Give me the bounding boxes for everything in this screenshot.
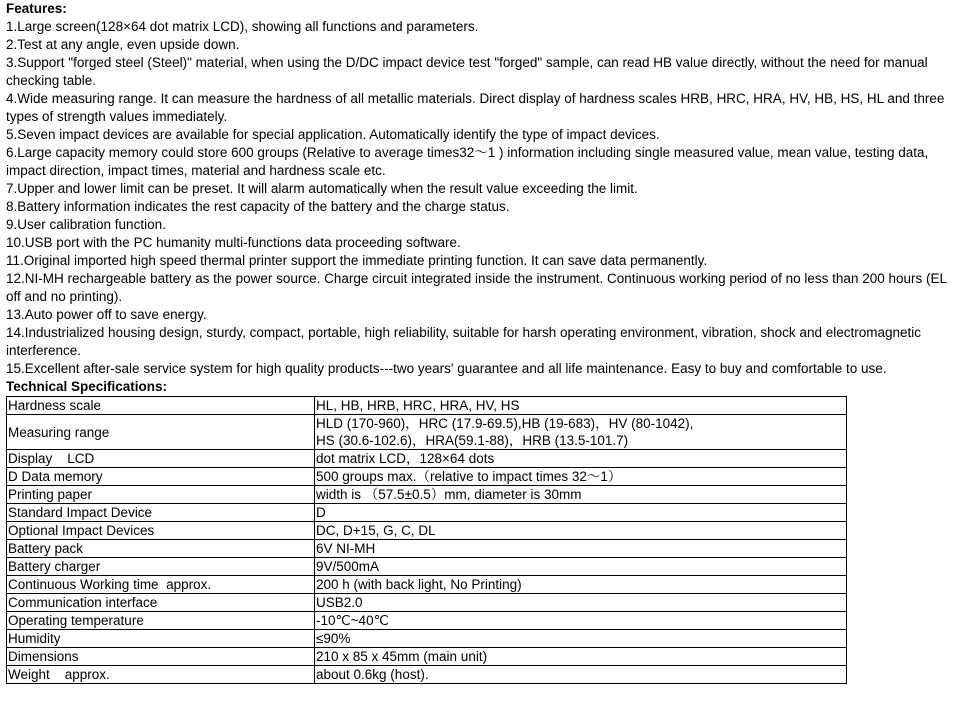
feature-item: 6.Large capacity memory could store 600 groups (Relative to average times32～1 ) information including single measured value, mean value, testing data, impact direction, impact times, material and hardness scale etc. — [6, 145, 929, 178]
spec-label: Printing paper — [7, 486, 315, 504]
spec-value-line: HS (30.6-102.6)，HRA(59.1-88)，HRB (13.5-101.7) — [316, 433, 629, 448]
spec-label: Continuous Working time approx. — [7, 576, 315, 594]
table-row — [7, 468, 847, 486]
spec-value-line: HLD (170-960)，HRC (17.9-69.5),HB (19-683)，HV (80-1042), — [316, 416, 694, 431]
table-row — [7, 648, 847, 666]
table-row — [7, 415, 847, 450]
spec-value: about 0.6kg (host). — [315, 666, 847, 684]
spec-value: 500 groups max.（relative to impact times 32～1） — [315, 468, 847, 486]
spec-value: 200 h (with back light, No Printing) — [315, 576, 847, 594]
spec-label: Humidity — [7, 630, 315, 648]
feature-item: 15.Excellent after-sale service system for high quality products---two years' guarantee and all life maintenance. Easy to buy and comfortable to use. — [6, 361, 887, 376]
specs-heading: Technical Specifications: — [6, 379, 168, 394]
table-row — [7, 522, 847, 540]
feature-item: 14.Industrialized housing design, sturdy, compact, portable, high reliability, suitable for harsh operating environment, vibration, shock and electromagnetic interference. — [6, 325, 922, 358]
spec-label: Communication interface — [7, 594, 315, 612]
spec-value: 210 x 85 x 45mm (main unit) — [315, 648, 847, 666]
spec-label: Battery pack — [7, 540, 315, 558]
table-row — [7, 612, 847, 630]
table-row — [7, 450, 847, 468]
spec-value: DC, D+15, G, C, DL — [315, 522, 847, 540]
features-heading: Features: — [6, 1, 67, 16]
table-row — [7, 397, 847, 415]
feature-item: 10.USB port with the PC humanity multi-functions data proceeding software. — [6, 235, 461, 250]
spec-label: Hardness scale — [7, 397, 315, 415]
feature-item: 7.Upper and lower limit can be preset. It will alarm automatically when the result value exceeding the limit. — [6, 181, 638, 196]
table-row — [7, 630, 847, 648]
feature-item: 13.Auto power off to save energy. — [6, 307, 207, 322]
table-row — [7, 558, 847, 576]
spec-label: Optional Impact Devices — [7, 522, 315, 540]
spec-value — [315, 415, 847, 450]
spec-label: D Data memory — [7, 468, 315, 486]
features-list — [6, 18, 958, 378]
spec-label: Standard Impact Device — [7, 504, 315, 522]
feature-item: 8.Battery information indicates the rest capacity of the battery and the charge status. — [6, 199, 510, 214]
spec-value: -10℃~40℃ — [315, 612, 847, 630]
spec-value: width is （57.5±0.5）mm, diameter is 30mm — [315, 486, 847, 504]
feature-item: 4.Wide measuring range. It can measure the hardness of all metallic materials. Direct display of hardness scales HRB, HRC, HRA, HV, HB, HS, HL and three types of strength values immediately. — [6, 91, 945, 124]
table-row — [7, 576, 847, 594]
table-row — [7, 540, 847, 558]
spec-value: 9V/500mA — [315, 558, 847, 576]
table-row — [7, 666, 847, 684]
feature-item: 12.NI-MH rechargeable battery as the power source. Charge circuit integrated inside the instrument. Continuous working period of no less than 200 hours (EL off and no printing). — [6, 271, 947, 304]
spec-label: Battery charger — [7, 558, 315, 576]
spec-value: HL, HB, HRB, HRC, HRA, HV, HS — [315, 397, 847, 415]
spec-label: Operating temperature — [7, 612, 315, 630]
spec-value: 6V NI-MH — [315, 540, 847, 558]
spec-label: Measuring range — [7, 415, 315, 450]
table-row — [7, 594, 847, 612]
table-row — [7, 504, 847, 522]
feature-item: 11.Original imported high speed thermal printer support the immediate printing function. It can save data permanently. — [6, 253, 708, 268]
feature-item: 9.User calibration function. — [6, 217, 166, 232]
feature-item: 1.Large screen(128×64 dot matrix LCD), showing all functions and parameters. — [6, 19, 479, 34]
spec-label: Display LCD — [7, 450, 315, 468]
feature-item: 3.Support "forged steel (Steel)" material, when using the D/DC impact device test "forged" sample, can read HB value directly, without the need for manual checking table. — [6, 55, 928, 88]
spec-label: Weight approx. — [7, 666, 315, 684]
spec-table — [6, 396, 847, 684]
table-row — [7, 486, 847, 504]
spec-label: Dimensions — [7, 648, 315, 666]
feature-item: 5.Seven impact devices are available for special application. Automatically identify the type of impact devices. — [6, 127, 660, 142]
spec-value: USB2.0 — [315, 594, 847, 612]
spec-value: D — [315, 504, 847, 522]
feature-item: 2.Test at any angle, even upside down. — [6, 37, 240, 52]
spec-value: ≤90% — [315, 630, 847, 648]
spec-value: dot matrix LCD，128×64 dots — [315, 450, 847, 468]
